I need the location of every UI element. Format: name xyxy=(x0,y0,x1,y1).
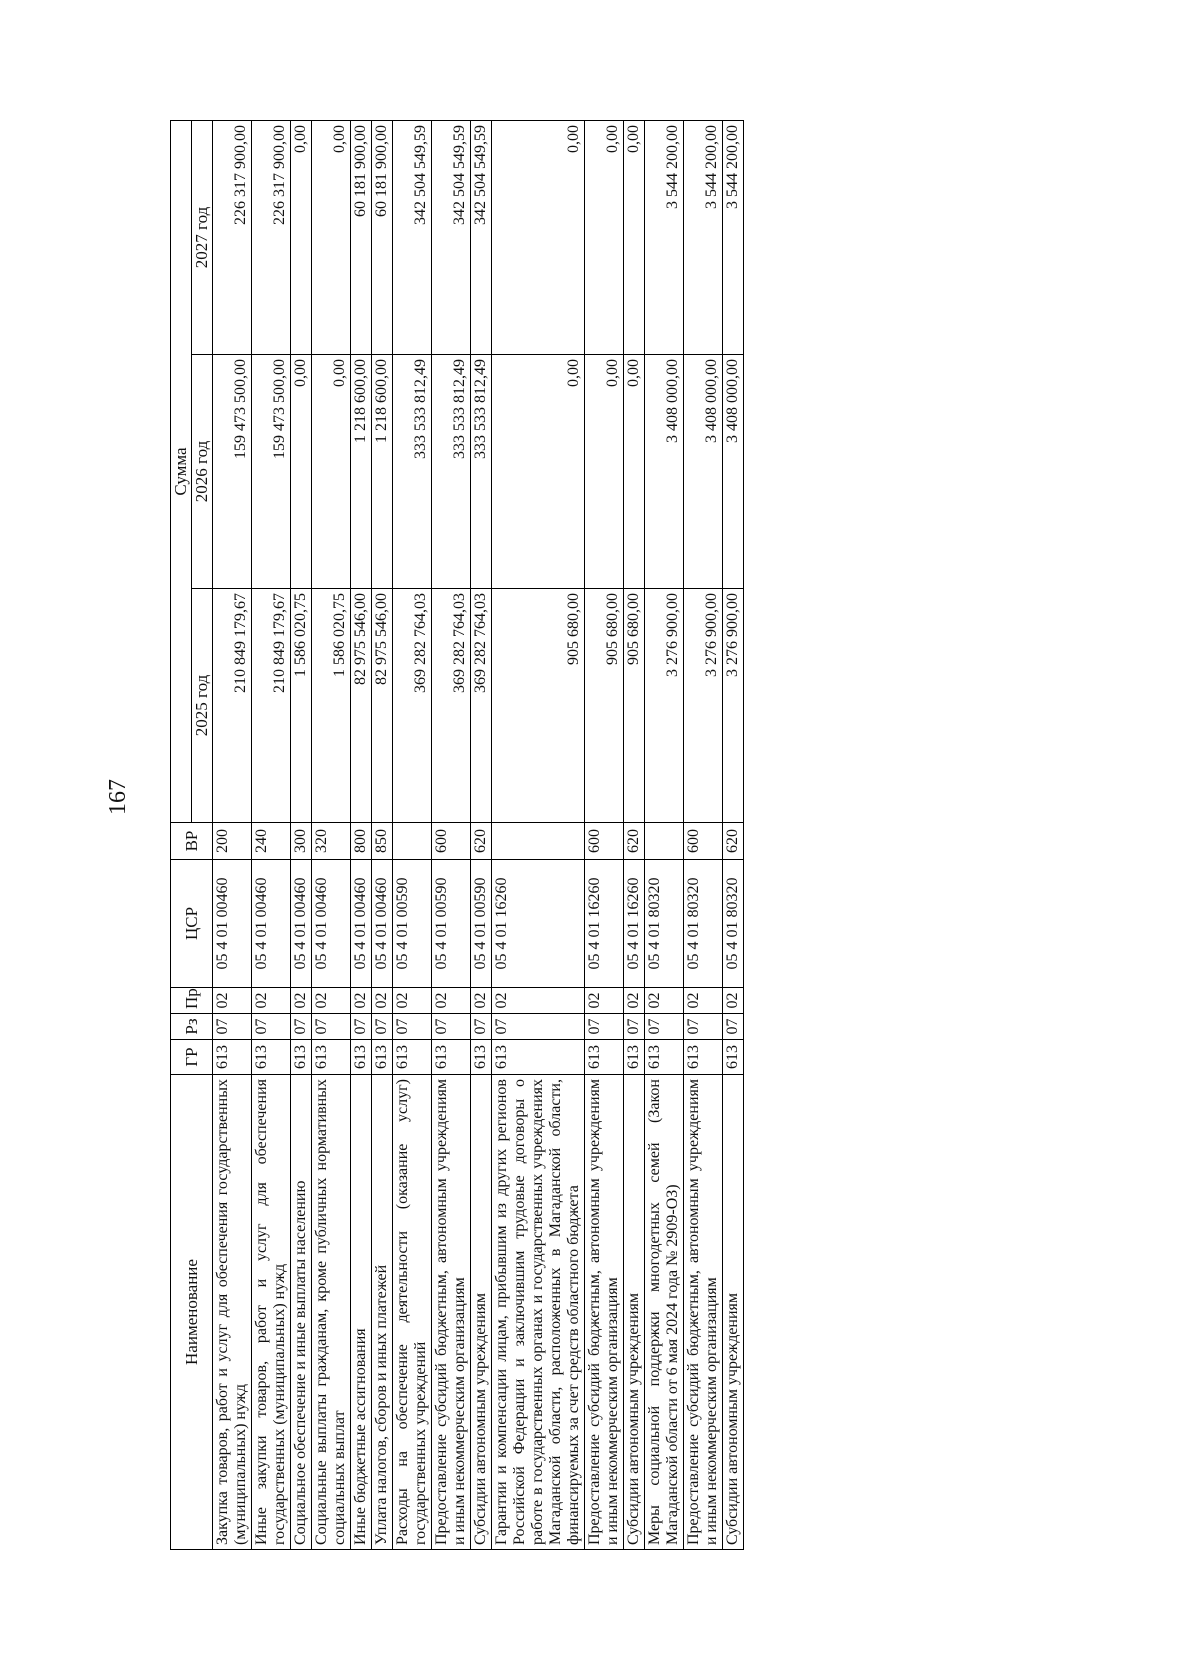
header-name: Наименование xyxy=(171,1075,213,1550)
row-csr: 05 4 01 00590 xyxy=(393,860,432,988)
row-sum-2025: 905 680,00 xyxy=(492,589,585,823)
row-sum-2025: 210 849 179,67 xyxy=(252,589,291,823)
row-gr: 613 xyxy=(393,1040,432,1075)
row-name: Меры социальной поддержки многодетных семей (Закон Магаданской области от 6 мая 2024 года № 2909-ОЗ) xyxy=(645,1075,684,1550)
row-csr: 05 4 01 00460 xyxy=(312,860,351,988)
row-name: Иные закупки товаров, работ и услуг для обеспечения государственных (муниципальных) нужд xyxy=(252,1075,291,1550)
row-sum-2026: 1 218 600,00 xyxy=(351,355,372,589)
row-sum-2027: 60 181 900,00 xyxy=(351,121,372,355)
row-rz: 07 xyxy=(393,1014,432,1040)
row-gr: 613 xyxy=(213,1040,252,1075)
row-sum-2026: 3 408 000,00 xyxy=(684,355,723,589)
row-pr: 02 xyxy=(492,988,585,1014)
row-gr: 613 xyxy=(372,1040,393,1075)
row-pr: 02 xyxy=(291,988,312,1014)
row-sum-2026: 1 218 600,00 xyxy=(372,355,393,589)
row-sum-2025: 210 849 179,67 xyxy=(213,589,252,823)
row-vr: 620 xyxy=(471,823,492,860)
header-sum: Сумма xyxy=(171,121,192,823)
row-sum-2025: 1 586 020,75 xyxy=(291,589,312,823)
row-name: Предоставление субсидий бюджетным, автономным учреждениям и иным некоммерческим организациям xyxy=(432,1075,471,1550)
row-gr: 613 xyxy=(471,1040,492,1075)
row-rz: 07 xyxy=(351,1014,372,1040)
row-pr: 02 xyxy=(252,988,291,1014)
row-sum-2027: 3 544 200,00 xyxy=(723,121,744,355)
row-gr: 613 xyxy=(585,1040,624,1075)
table-row xyxy=(312,121,351,1550)
row-gr: 613 xyxy=(624,1040,645,1075)
row-sum-2026: 0,00 xyxy=(624,355,645,589)
row-sum-2025: 1 586 020,75 xyxy=(312,589,351,823)
row-csr: 05 4 01 00460 xyxy=(291,860,312,988)
table-row xyxy=(723,121,744,1550)
row-csr: 05 4 01 80320 xyxy=(723,860,744,988)
row-sum-2025: 369 282 764,03 xyxy=(432,589,471,823)
table-row xyxy=(372,121,393,1550)
row-pr: 02 xyxy=(351,988,372,1014)
table-row xyxy=(645,121,684,1550)
row-csr: 05 4 01 00460 xyxy=(351,860,372,988)
header-pr: Пр xyxy=(171,988,213,1014)
header-2027: 2027 год xyxy=(192,121,213,355)
row-gr: 613 xyxy=(645,1040,684,1075)
table-row xyxy=(684,121,723,1550)
row-sum-2025: 905 680,00 xyxy=(585,589,624,823)
row-sum-2027: 342 504 549,59 xyxy=(432,121,471,355)
row-sum-2026: 159 473 500,00 xyxy=(252,355,291,589)
table-row xyxy=(393,121,432,1550)
row-name: Гарантии и компенсации лицам, прибывшим из других регионов Российской Федерации и заключившим трудовые договоры о работе в государственных органах и государственных учреждениях Магаданской области, расположенных в Магаданской области, финансируемых за счет средств областного бюджета xyxy=(492,1075,585,1550)
row-csr: 05 4 01 00460 xyxy=(372,860,393,988)
row-sum-2025: 3 276 900,00 xyxy=(723,589,744,823)
header-2026: 2026 год xyxy=(192,355,213,589)
row-vr: 620 xyxy=(723,823,744,860)
row-vr: 800 xyxy=(351,823,372,860)
row-sum-2026: 159 473 500,00 xyxy=(213,355,252,589)
row-csr: 05 4 01 16260 xyxy=(624,860,645,988)
row-vr: 200 xyxy=(213,823,252,860)
row-rz: 07 xyxy=(684,1014,723,1040)
row-sum-2026: 3 408 000,00 xyxy=(723,355,744,589)
row-rz: 07 xyxy=(471,1014,492,1040)
table-row xyxy=(291,121,312,1550)
row-pr: 02 xyxy=(684,988,723,1014)
row-csr: 05 4 01 80320 xyxy=(684,860,723,988)
row-name: Предоставление субсидий бюджетным, автономным учреждениям и иным некоммерческим организациям xyxy=(585,1075,624,1550)
row-name: Расходы на обеспечение деятельности (оказание услуг) государственных учреждений xyxy=(393,1075,432,1550)
row-rz: 07 xyxy=(312,1014,351,1040)
row-pr: 02 xyxy=(723,988,744,1014)
row-sum-2025: 369 282 764,03 xyxy=(471,589,492,823)
row-sum-2027: 0,00 xyxy=(312,121,351,355)
header-vr: ВР xyxy=(171,823,213,860)
row-sum-2026: 0,00 xyxy=(291,355,312,589)
row-name: Закупка товаров, работ и услуг для обеспечения государственных (муниципальных) нужд xyxy=(213,1075,252,1550)
row-sum-2026: 3 408 000,00 xyxy=(645,355,684,589)
row-vr xyxy=(492,823,585,860)
row-gr: 613 xyxy=(492,1040,585,1075)
table-row xyxy=(213,121,252,1550)
row-sum-2027: 0,00 xyxy=(585,121,624,355)
row-csr: 05 4 01 00590 xyxy=(471,860,492,988)
header-gr: ГР xyxy=(171,1040,213,1075)
table-row xyxy=(624,121,645,1550)
table-row xyxy=(585,121,624,1550)
row-sum-2027: 60 181 900,00 xyxy=(372,121,393,355)
row-sum-2027: 3 544 200,00 xyxy=(684,121,723,355)
row-pr: 02 xyxy=(432,988,471,1014)
row-name: Иные бюджетные ассигнования xyxy=(351,1075,372,1550)
row-sum-2027: 3 544 200,00 xyxy=(645,121,684,355)
row-vr: 240 xyxy=(252,823,291,860)
row-rz: 07 xyxy=(645,1014,684,1040)
row-gr: 613 xyxy=(291,1040,312,1075)
row-gr: 613 xyxy=(432,1040,471,1075)
row-sum-2026: 333 533 812,49 xyxy=(432,355,471,589)
row-name: Субсидии автономным учреждениям xyxy=(723,1075,744,1550)
row-pr: 02 xyxy=(372,988,393,1014)
table-body xyxy=(213,121,744,1550)
row-sum-2025: 3 276 900,00 xyxy=(684,589,723,823)
row-sum-2025: 82 975 546,00 xyxy=(372,589,393,823)
row-sum-2026: 333 533 812,49 xyxy=(393,355,432,589)
table-row xyxy=(351,121,372,1550)
row-vr xyxy=(645,823,684,860)
row-gr: 613 xyxy=(312,1040,351,1075)
row-gr: 613 xyxy=(723,1040,744,1075)
row-pr: 02 xyxy=(312,988,351,1014)
row-sum-2025: 3 276 900,00 xyxy=(645,589,684,823)
row-sum-2025: 369 282 764,03 xyxy=(393,589,432,823)
table-row xyxy=(432,121,471,1550)
row-sum-2027: 342 504 549,59 xyxy=(393,121,432,355)
row-csr: 05 4 01 00460 xyxy=(213,860,252,988)
row-sum-2026: 0,00 xyxy=(492,355,585,589)
row-vr: 600 xyxy=(432,823,471,860)
row-sum-2027: 342 504 549,59 xyxy=(471,121,492,355)
row-sum-2025: 905 680,00 xyxy=(624,589,645,823)
row-pr: 02 xyxy=(585,988,624,1014)
row-csr: 05 4 01 80320 xyxy=(645,860,684,988)
table-row xyxy=(471,121,492,1550)
row-name: Социальные выплаты гражданам, кроме публичных нормативных социальных выплат xyxy=(312,1075,351,1550)
row-rz: 07 xyxy=(585,1014,624,1040)
table-row xyxy=(252,121,291,1550)
row-vr: 600 xyxy=(684,823,723,860)
table-header xyxy=(171,121,213,1550)
row-gr: 613 xyxy=(684,1040,723,1075)
row-csr: 05 4 01 00590 xyxy=(432,860,471,988)
budget-table-container xyxy=(170,120,744,1550)
row-csr: 05 4 01 00460 xyxy=(252,860,291,988)
row-sum-2027: 0,00 xyxy=(624,121,645,355)
row-rz: 07 xyxy=(492,1014,585,1040)
row-sum-2027: 226 317 900,00 xyxy=(213,121,252,355)
row-name: Предоставление субсидий бюджетным, автономным учреждениям и иным некоммерческим организациям xyxy=(684,1075,723,1550)
row-rz: 07 xyxy=(252,1014,291,1040)
row-rz: 07 xyxy=(723,1014,744,1040)
page-number: 167 xyxy=(105,779,131,815)
row-vr: 320 xyxy=(312,823,351,860)
row-csr: 05 4 01 16260 xyxy=(585,860,624,988)
row-gr: 613 xyxy=(252,1040,291,1075)
row-vr: 620 xyxy=(624,823,645,860)
budget-table xyxy=(170,120,744,1550)
header-2025: 2025 год xyxy=(192,589,213,823)
row-pr: 02 xyxy=(624,988,645,1014)
row-rz: 07 xyxy=(432,1014,471,1040)
row-csr: 05 4 01 16260 xyxy=(492,860,585,988)
row-rz: 07 xyxy=(372,1014,393,1040)
row-sum-2026: 0,00 xyxy=(585,355,624,589)
row-rz: 07 xyxy=(624,1014,645,1040)
row-name: Субсидии автономным учреждениям xyxy=(471,1075,492,1550)
row-pr: 02 xyxy=(213,988,252,1014)
row-vr: 850 xyxy=(372,823,393,860)
header-csr: ЦСР xyxy=(171,860,213,988)
row-sum-2025: 82 975 546,00 xyxy=(351,589,372,823)
row-vr xyxy=(393,823,432,860)
row-rz: 07 xyxy=(291,1014,312,1040)
row-name: Социальное обеспечение и иные выплаты населению xyxy=(291,1075,312,1550)
row-sum-2026: 333 533 812,49 xyxy=(471,355,492,589)
row-sum-2027: 0,00 xyxy=(291,121,312,355)
row-vr: 600 xyxy=(585,823,624,860)
row-sum-2027: 0,00 xyxy=(492,121,585,355)
row-name: Субсидии автономным учреждениям xyxy=(624,1075,645,1550)
row-rz: 07 xyxy=(213,1014,252,1040)
row-pr: 02 xyxy=(471,988,492,1014)
row-name: Уплата налогов, сборов и иных платежей xyxy=(372,1075,393,1550)
header-rz: Рз xyxy=(171,1014,213,1040)
row-pr: 02 xyxy=(645,988,684,1014)
row-pr: 02 xyxy=(393,988,432,1014)
row-vr: 300 xyxy=(291,823,312,860)
row-gr: 613 xyxy=(351,1040,372,1075)
row-sum-2027: 226 317 900,00 xyxy=(252,121,291,355)
table-row xyxy=(492,121,585,1550)
row-sum-2026: 0,00 xyxy=(312,355,351,589)
